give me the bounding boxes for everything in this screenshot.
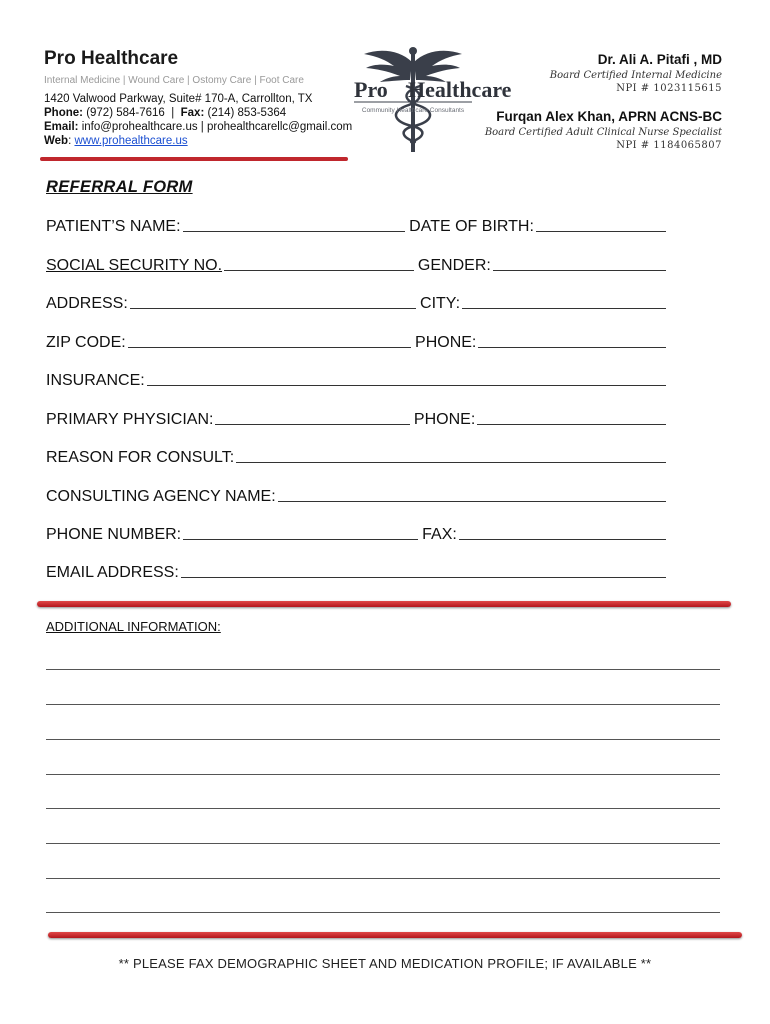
dob-label: DATE OF BIRTH: <box>409 218 534 235</box>
email-field[interactable] <box>181 573 666 578</box>
header-divider <box>40 157 348 161</box>
additional-info-line[interactable] <box>46 912 720 913</box>
org-name: Pro Healthcare <box>44 48 179 69</box>
gender-field[interactable] <box>493 266 666 271</box>
doctor-2-name: Furqan Alex Khan, APRN ACNS-BC <box>496 109 722 124</box>
row-reason <box>46 443 666 467</box>
reason-field[interactable] <box>236 458 666 463</box>
fax-label: Fax: <box>180 107 205 119</box>
doctor-2-title: Board Certified Adult Clinical Nurse Specialist <box>484 127 722 138</box>
logo <box>350 42 512 160</box>
city-label: CITY: <box>420 295 461 312</box>
patient-name-field[interactable] <box>183 227 406 232</box>
row-insurance <box>46 366 666 390</box>
row-ssn <box>46 251 666 275</box>
additional-info-line[interactable] <box>46 739 720 740</box>
services-list: Internal Medicine | Wound Care | Ostomy Care | Foot Care <box>44 75 304 86</box>
fax-field[interactable] <box>459 535 666 540</box>
web-link[interactable]: www.prohealthcare.us <box>74 135 188 147</box>
physician-phone-field[interactable] <box>477 420 666 425</box>
fax-label: FAX: <box>422 526 457 543</box>
reason-label: REASON FOR CONSULT: <box>46 449 235 466</box>
address-field[interactable] <box>130 304 416 309</box>
phone-line: Phone: (972) 584-7616 | Fax: (214) 853-5364 <box>44 107 287 119</box>
phone-value: (972) 584-7616 <box>86 107 165 119</box>
ssn-field[interactable] <box>224 266 414 271</box>
address-label: ADDRESS: <box>46 295 128 312</box>
doctor-1-name: Dr. Ali A. Pitafi , MD <box>597 52 722 67</box>
logo-tagline: Community Healthcare Consultants <box>361 107 465 114</box>
footer-note: ** PLEASE FAX DEMOGRAPHIC SHEET AND MEDICATION PROFILE; IF AVAILABLE ** <box>118 956 652 971</box>
row-patient-name <box>46 212 666 236</box>
gender-label: GENDER: <box>417 257 491 274</box>
additional-info-line[interactable] <box>46 704 720 705</box>
logo-text-healthcare: Healthcare <box>408 77 512 102</box>
agency-label: CONSULTING AGENCY NAME: <box>46 488 276 505</box>
logo-text-pro: Pro <box>354 77 388 102</box>
row-email <box>46 558 666 582</box>
primary-physician-field[interactable] <box>215 420 410 425</box>
row-zip <box>46 328 666 352</box>
address-line: 1420 Valwood Parkway, Suite# 170-A, Carrollton, TX <box>44 93 313 105</box>
email-line <box>44 120 352 134</box>
phone-number-field[interactable] <box>183 535 418 540</box>
form-title: REFERRAL FORM <box>46 178 193 196</box>
additional-info-line[interactable] <box>46 878 720 879</box>
contact-block <box>44 92 352 148</box>
section-divider <box>37 601 731 607</box>
web-line: Web: www.prohealthcare.us <box>44 135 188 147</box>
phone-label: Phone: <box>44 107 83 119</box>
email-value: info@prohealthcare.us | prohealthcarellc@gmail.com <box>81 121 353 133</box>
row-primary-physician <box>46 405 666 429</box>
fax-value: (214) 853-5364 <box>207 107 287 119</box>
email-label: Email: <box>44 121 79 133</box>
additional-info-title: ADDITIONAL INFORMATION: <box>46 619 221 634</box>
doctor-2-npi: NPI # 1184065807 <box>616 140 722 151</box>
web-label: Web <box>44 135 69 147</box>
primary-physician-label: PRIMARY PHYSICIAN: <box>46 411 214 428</box>
zip-field[interactable] <box>128 343 411 348</box>
footer-divider <box>48 932 742 938</box>
phone-field[interactable] <box>478 343 666 348</box>
row-agency <box>46 482 666 506</box>
phone-label: PHONE: <box>415 334 477 351</box>
agency-field[interactable] <box>278 497 666 502</box>
doctor-1-npi: NPI # 1023115615 <box>616 83 722 94</box>
phone-number-label: PHONE NUMBER: <box>46 526 182 543</box>
additional-info-line[interactable] <box>46 669 720 670</box>
row-phone-number <box>46 520 666 544</box>
ssn-label: SOCIAL SECURITY NO. <box>46 257 223 274</box>
insurance-field[interactable] <box>147 381 666 386</box>
additional-info-line[interactable] <box>46 774 720 775</box>
additional-info-line[interactable] <box>46 843 720 844</box>
zip-label: ZIP CODE: <box>46 334 126 351</box>
physician-phone-label: PHONE: <box>413 411 476 428</box>
row-address <box>46 289 666 313</box>
dob-field[interactable] <box>536 227 666 232</box>
email-label: EMAIL ADDRESS: <box>46 564 179 581</box>
city-field[interactable] <box>462 304 666 309</box>
doctor-1-title: Board Certified Internal Medicine <box>549 70 722 81</box>
additional-info-line[interactable] <box>46 808 720 809</box>
patient-name-label: PATIENT’S NAME: <box>46 218 181 235</box>
insurance-label: INSURANCE: <box>46 372 145 389</box>
